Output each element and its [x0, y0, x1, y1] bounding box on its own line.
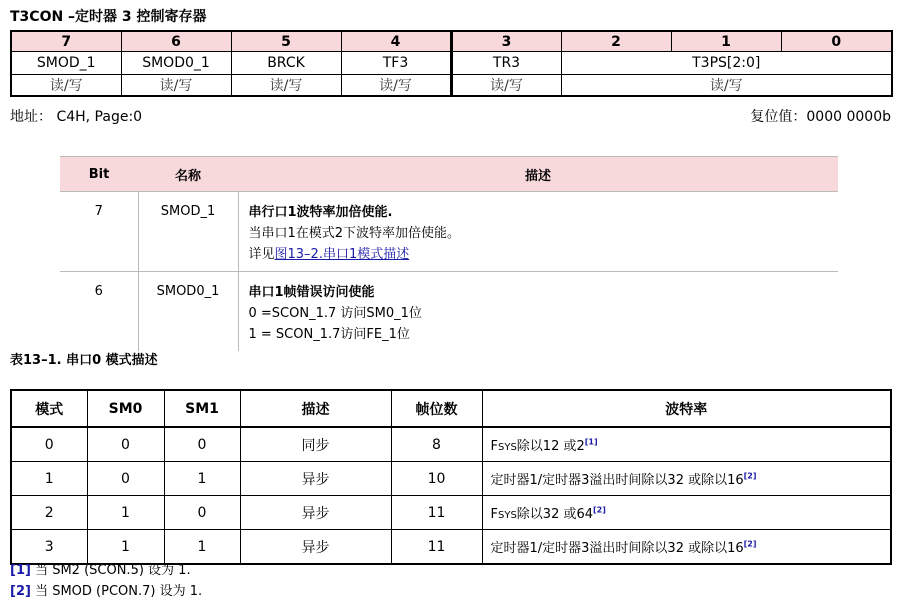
bit-number: 4	[341, 31, 451, 52]
rate-text: 除以32 或64	[516, 507, 594, 522]
mode-cell: 3	[11, 530, 87, 565]
mode-cell: 0	[11, 427, 87, 462]
figure-reference-link[interactable]: 图13–2.串口1模式描述	[274, 247, 410, 262]
mode-cell: 2	[11, 496, 87, 530]
sm0-cell: 0	[87, 427, 164, 462]
bit-access: 读/写	[451, 75, 561, 97]
sm0-cell: 1	[87, 530, 164, 565]
description-see-also	[249, 244, 839, 265]
bit-number-row	[11, 31, 892, 52]
reset-value: 复位值：0000 0000b	[750, 109, 891, 125]
header-sm0: SM0	[87, 390, 164, 427]
bit-number: 7	[11, 31, 121, 52]
see-also-prefix: 详见	[248, 247, 275, 262]
sm1-cell: 1	[164, 462, 240, 496]
bit-name: SMOD0_1	[121, 52, 231, 75]
bit-number: 5	[231, 31, 341, 52]
bit-cell: 7	[60, 192, 138, 272]
desc-row	[60, 192, 838, 272]
rate-text: 除以12 或2	[516, 439, 585, 454]
bit-number: 0	[781, 31, 892, 52]
header-description: 描述	[240, 390, 391, 427]
header-mode: 模式	[11, 390, 87, 427]
table-caption: 表13–1. 串口0 模式描述	[10, 353, 158, 368]
footnote-mark: [1]	[10, 563, 31, 578]
header-bit: Bit	[60, 157, 138, 192]
mode-row	[11, 427, 891, 462]
mode-row	[11, 462, 891, 496]
baud-rate-cell	[482, 496, 891, 530]
baud-rate-cell	[482, 427, 891, 462]
rate-subscript: SYS	[497, 442, 517, 453]
bit-name: T3PS[2:0]	[561, 52, 892, 75]
mode-cell: 1	[11, 462, 87, 496]
bit-access: 读/写	[11, 75, 121, 97]
rate-text: 定时器1/定时器3溢出时间除以32 或除以16	[490, 541, 744, 556]
desc-cell: 异步	[240, 530, 391, 565]
header-frame-bits: 帧位数	[391, 390, 482, 427]
footnote-text: 当 SM2 (SCON.5) 设为 1.	[30, 563, 191, 578]
description-line: 0 =SCON_1.7 访问SM0_1位	[248, 306, 422, 321]
bit-access: 读/写	[121, 75, 231, 97]
footnote-ref-link[interactable]: [2]	[743, 539, 757, 549]
rate-prefix: F	[490, 507, 498, 522]
bit-number: 6	[121, 31, 231, 52]
rate-text: 定时器1/定时器3溢出时间除以32 或除以16	[490, 473, 744, 488]
bit-access: 读/写	[561, 75, 892, 97]
desc-cell: 异步	[240, 462, 391, 496]
description-title: 串口1帧错误访问使能	[248, 285, 375, 300]
footnote-text: 当 SMOD (PCON.7) 设为 1.	[30, 584, 203, 599]
sm0-cell: 1	[87, 496, 164, 530]
bit-number: 3	[451, 31, 561, 52]
mode-row	[11, 496, 891, 530]
footnote-mark: [2]	[10, 584, 31, 599]
footnote-ref-link[interactable]: [2]	[593, 505, 606, 515]
frame-cell: 11	[391, 496, 482, 530]
register-address: 地址： C4H, Page:0	[10, 109, 143, 125]
bit-name: BRCK	[231, 52, 341, 75]
description-cell	[238, 272, 838, 352]
bit-name: TF3	[341, 52, 451, 75]
footnote-ref-link[interactable]: [1]	[584, 437, 598, 447]
name-cell: SMOD0_1	[138, 272, 238, 352]
sm1-cell: 0	[164, 496, 240, 530]
desc-header-row	[60, 157, 838, 192]
desc-cell: 同步	[240, 427, 391, 462]
footnote	[10, 580, 202, 599]
bit-access: 读/写	[341, 75, 451, 97]
footnote-ref-link[interactable]: [2]	[743, 471, 757, 481]
description-line: 当串口1在模式2下波特率加倍使能。	[248, 226, 461, 241]
bit-access: 读/写	[231, 75, 341, 97]
name-cell: SMOD_1	[138, 192, 238, 272]
bit-number: 2	[561, 31, 671, 52]
bit-cell: 6	[94, 284, 103, 299]
rate-prefix: F	[490, 439, 498, 454]
bit-number: 1	[671, 31, 781, 52]
frame-cell: 11	[391, 530, 482, 565]
sm1-cell: 0	[164, 427, 240, 462]
frame-cell: 10	[391, 462, 482, 496]
frame-cell: 8	[391, 427, 482, 462]
footnote	[10, 559, 191, 578]
register-bit-table	[10, 30, 893, 97]
description-line: 1 = SCON_1.7访问FE_1位	[248, 327, 410, 342]
mode-header-row	[11, 390, 891, 427]
sm0-cell: 0	[87, 462, 164, 496]
baud-rate-cell	[482, 530, 891, 565]
description-cell	[238, 192, 838, 272]
bit-name: TR3	[451, 52, 561, 75]
bit-description-table	[60, 156, 838, 351]
register-title: T3CON –定时器 3 控制寄存器	[10, 9, 207, 25]
bit-access-row	[11, 75, 892, 97]
baud-rate-cell	[482, 462, 891, 496]
bit-name: SMOD_1	[11, 52, 121, 75]
header-sm1: SM1	[164, 390, 240, 427]
description-title: 串行口1波特率加倍使能.	[248, 205, 393, 220]
header-description: 描述	[238, 157, 838, 192]
header-name: 名称	[138, 157, 238, 192]
mode-table	[10, 389, 892, 565]
sm1-cell: 1	[164, 530, 240, 565]
desc-cell: 异步	[240, 496, 391, 530]
desc-row	[60, 272, 838, 352]
bit-name-row	[11, 52, 892, 75]
rate-subscript: SYS	[497, 510, 517, 521]
header-baud-rate: 波特率	[482, 390, 891, 427]
